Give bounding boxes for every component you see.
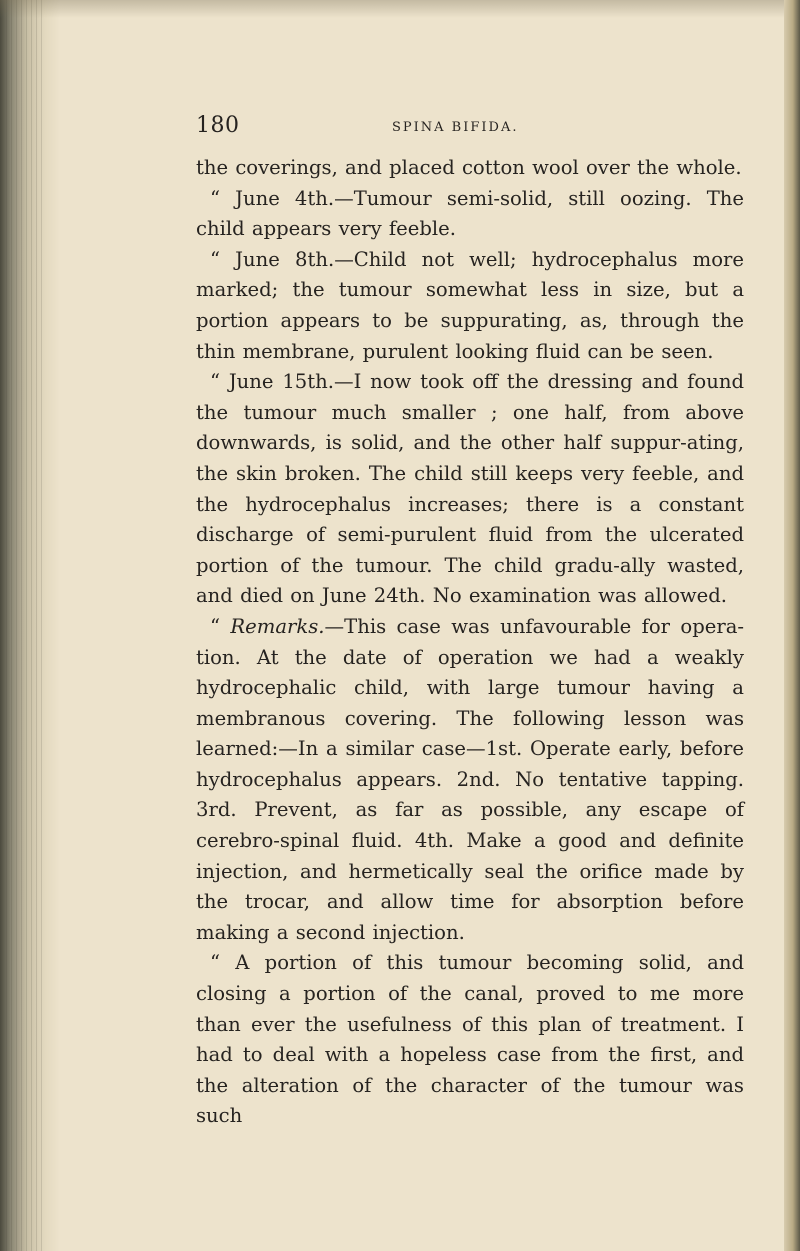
running-title: SPINA BIFIDA. bbox=[392, 120, 519, 135]
paragraph-portion-solid: “ A portion of this tumour becoming solid, and closing a portion of the canal, proved to me more than ever the usefulness of this plan of treatment. I had to deal with a hopeless case from the first, and the alteration of the character of the tumour was such bbox=[196, 951, 744, 1128]
running-head bbox=[196, 113, 744, 141]
paragraph-june-8: “ June 8th.—Child not well; hydrocephalus more marked; the tumour somewhat less in size, but a portion appears to be suppurating, as, through the thin membrane, purulent looking fluid can be seen. bbox=[196, 247, 744, 363]
page-content bbox=[196, 113, 744, 1132]
paragraph-june-4: “ June 4th.—Tumour semi-solid, still oozing. The child appears very feeble. bbox=[196, 186, 744, 241]
body-text bbox=[196, 153, 744, 1132]
paragraph-closing-previous: the coverings, and placed cotton wool over the whole. bbox=[196, 156, 742, 179]
top-edge-shadow bbox=[0, 0, 800, 18]
remarks-label: Remarks. bbox=[230, 614, 325, 638]
paragraph-remarks bbox=[196, 612, 744, 949]
remarks-open-quote: “ bbox=[210, 614, 231, 638]
remarks-text: —This case was unfavourable for opera-tion. At the date of operation we had a weakly hydrocephalic child, with large tumour having a membranous covering. The following lesson was learned:—In a similar case—1st. Operate early, before hydrocephalus appears. 2nd. No tentative tapping. 3rd. Prevent, as far as possible, any escape of cerebro-spinal fluid. 4th. Make a good and definite injection, and hermetically seal the orifice made by the trocar, and allow time for absorption before making a second injection. bbox=[196, 614, 745, 944]
binding-texture bbox=[6, 0, 46, 1251]
page-number: 180 bbox=[196, 113, 240, 138]
page-edge bbox=[784, 0, 800, 1251]
paragraph-june-15: “ June 15th.—I now took off the dressing and found the tumour much smaller ; one half, from above downwards, is solid, and the other half suppur-ating, the skin broken. The child still keeps very feeble, and the hydrocephalus increases; there is a constant discharge of semi-purulent fluid from the ulcerated portion of the tumour. The child gradu-ally wasted, and died on June 24th. No examination was allowed. bbox=[196, 370, 744, 608]
